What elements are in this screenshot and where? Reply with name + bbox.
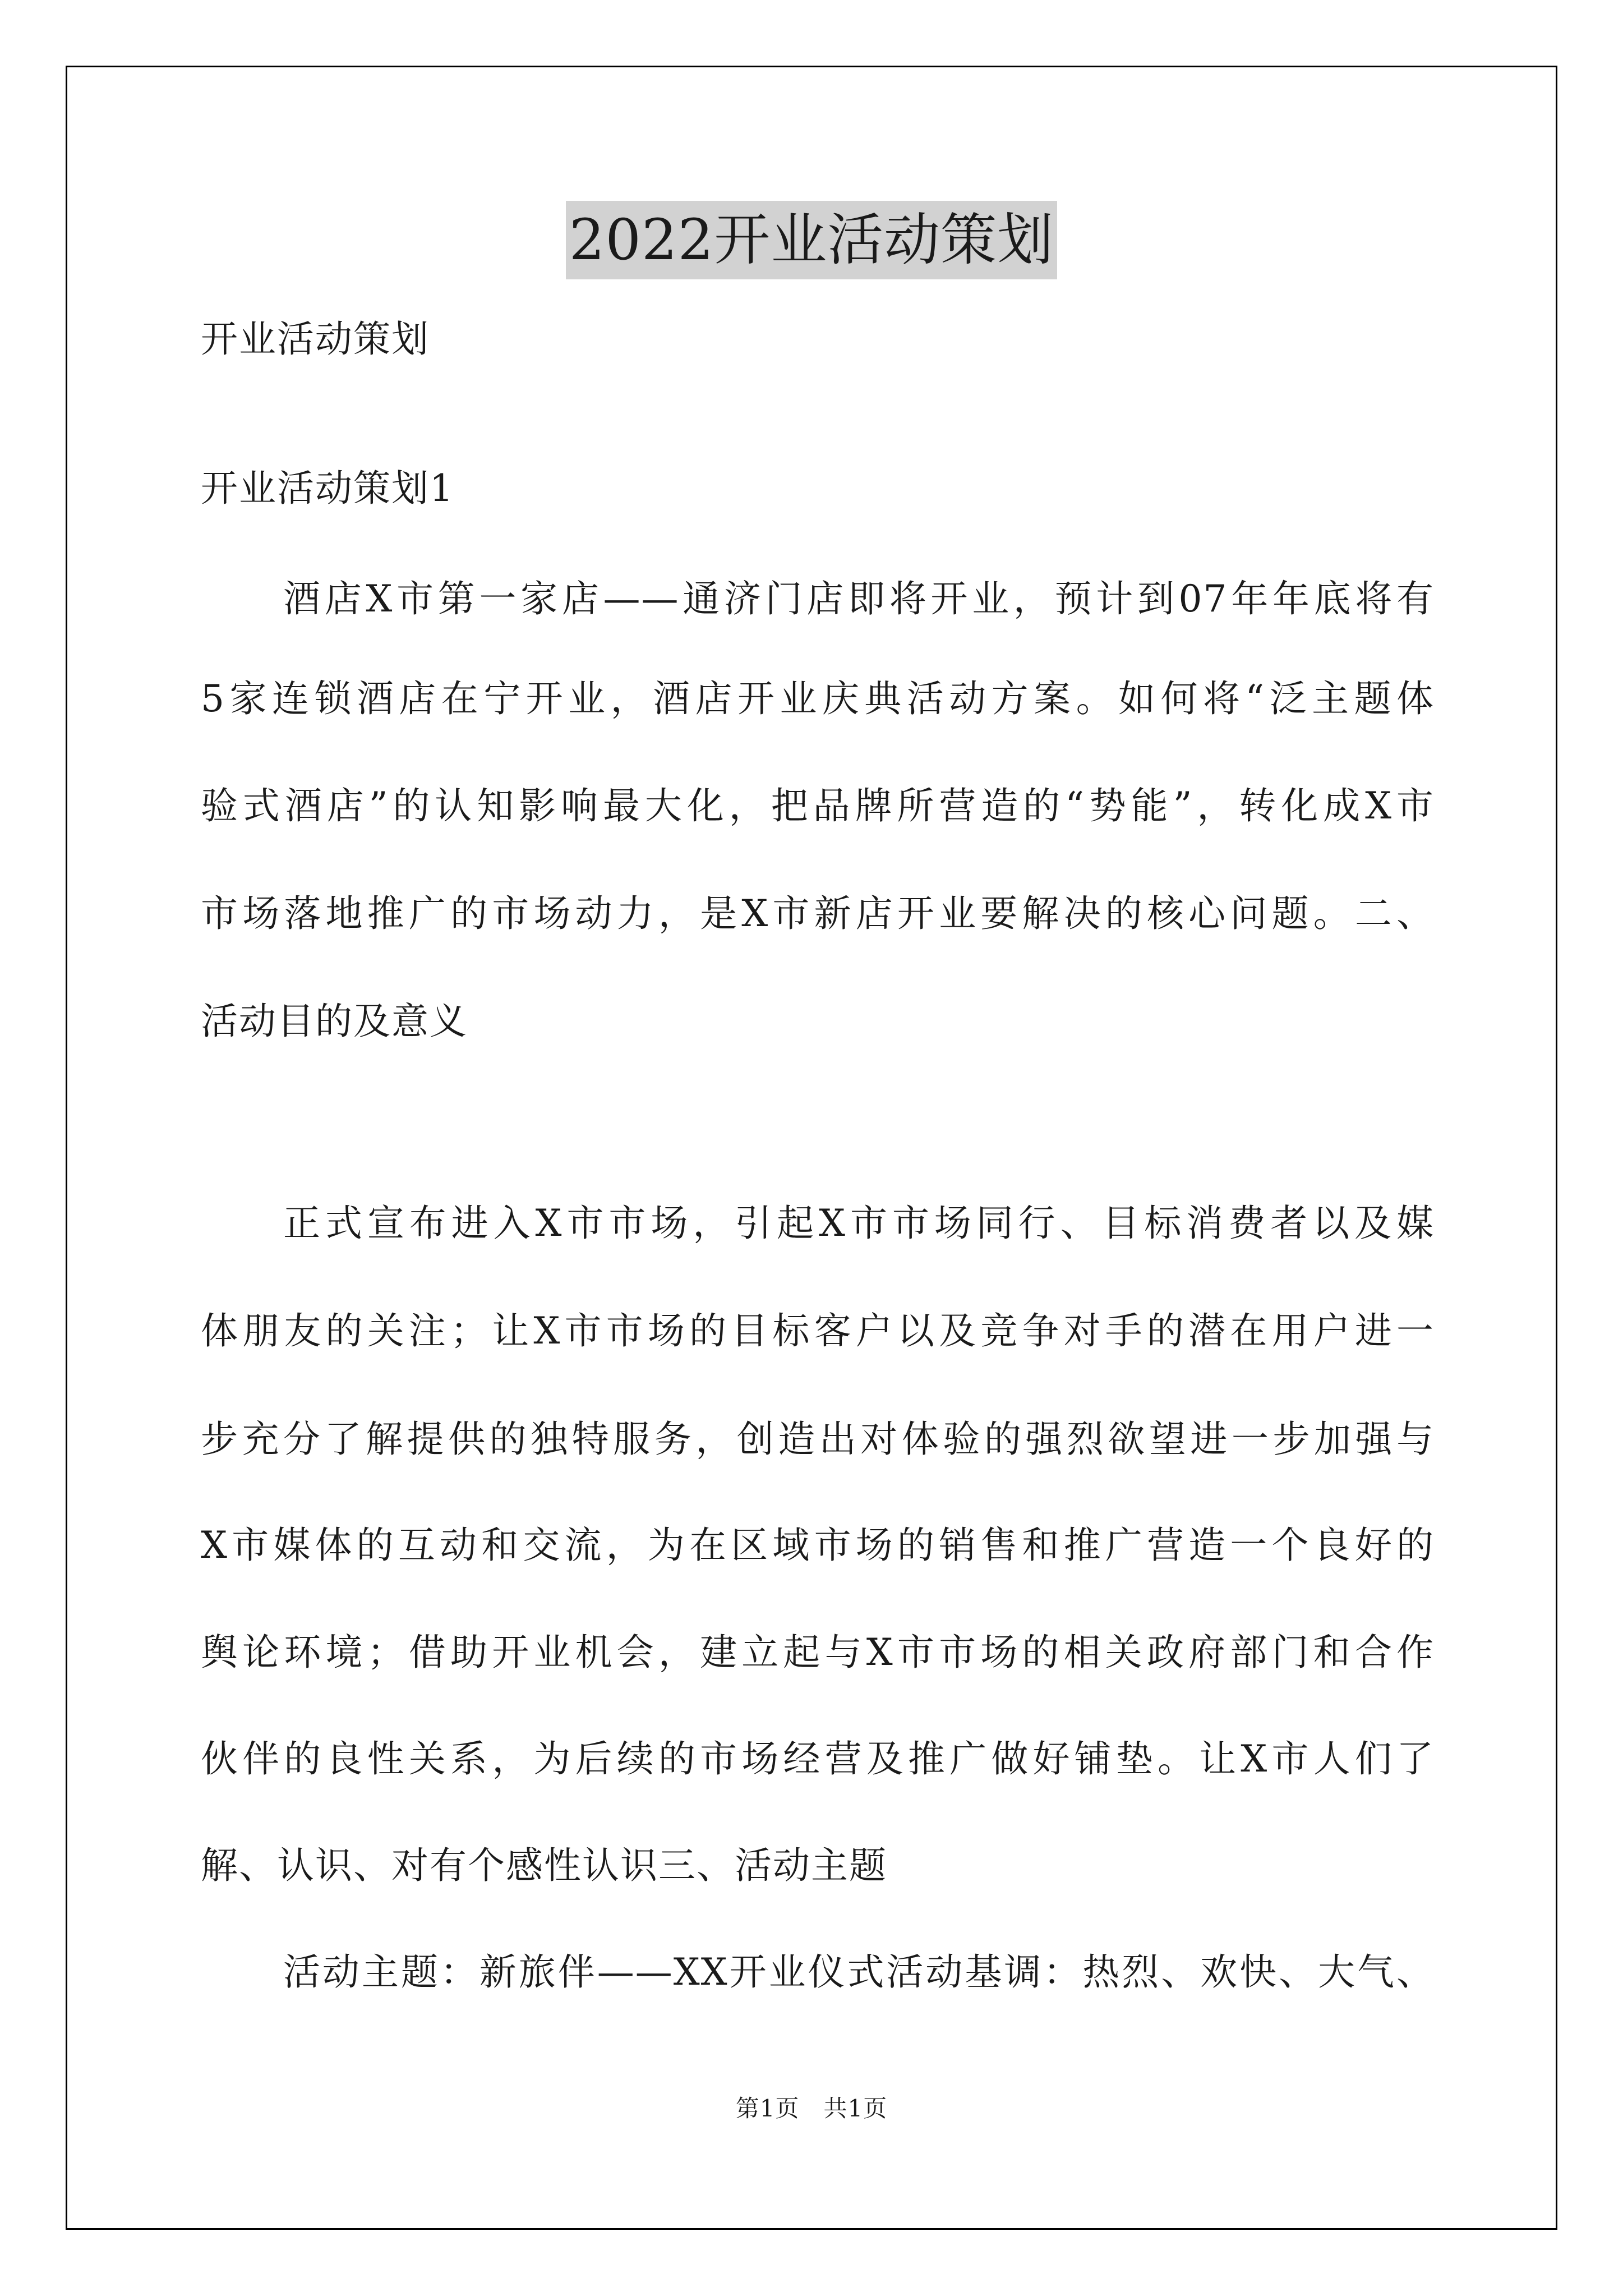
paragraph-line: 伙伴的良性关系，为后续的市场经营及推广做好铺垫。让X市人们了 (201, 1737, 1435, 1780)
paragraph-line: 验式酒店”的认知影响最大化，把品牌所营造的“势能”，转化成X市 (201, 784, 1435, 827)
paragraph-line: 步充分了解提供的独特服务，创造出对体验的强烈欲望进一步加强与 (201, 1418, 1435, 1461)
paragraph-line: 活动主题：新旅伴——XX开业仪式活动基调：热烈、欢快、大气、 (283, 1950, 1435, 1994)
document-subtitle: 开业活动策划 (201, 318, 430, 361)
paragraph-line: X市媒体的互动和交流，为在区域市场的销售和推广营造一个良好的 (201, 1524, 1435, 1567)
paragraph-line: 5家连锁酒店在宁开业，酒店开业庆典活动方案。如何将“泛主题体 (201, 677, 1435, 720)
paragraph-line: 舆论环境；借助开业机会，建立起与X市市场的相关政府部门和合作 (201, 1631, 1435, 1674)
paragraph-line: 酒店X市第一家店——通济门店即将开业，预计到07年年底将有 (283, 577, 1435, 620)
paragraph-line: 市场落地推广的市场动力，是X市新店开业要解决的核心问题。二、 (201, 892, 1435, 935)
paragraph-line: 活动目的及意义 (201, 1000, 468, 1043)
paragraph-line: 解、认识、对有个感性认识三、活动主题 (201, 1844, 887, 1887)
section-heading: 开业活动策划1 (201, 467, 454, 510)
document-title: 2022开业活动策划 (566, 201, 1058, 279)
page-border (66, 66, 1557, 2230)
page-footer: 第1页 共1页 (735, 2095, 888, 2122)
paragraph-line: 正式宣布进入X市市场，引起X市市场同行、目标消费者以及媒 (283, 1202, 1435, 1245)
paragraph-line: 体朋友的关注；让X市市场的目标客户以及竞争对手的潜在用户进一 (201, 1309, 1435, 1352)
